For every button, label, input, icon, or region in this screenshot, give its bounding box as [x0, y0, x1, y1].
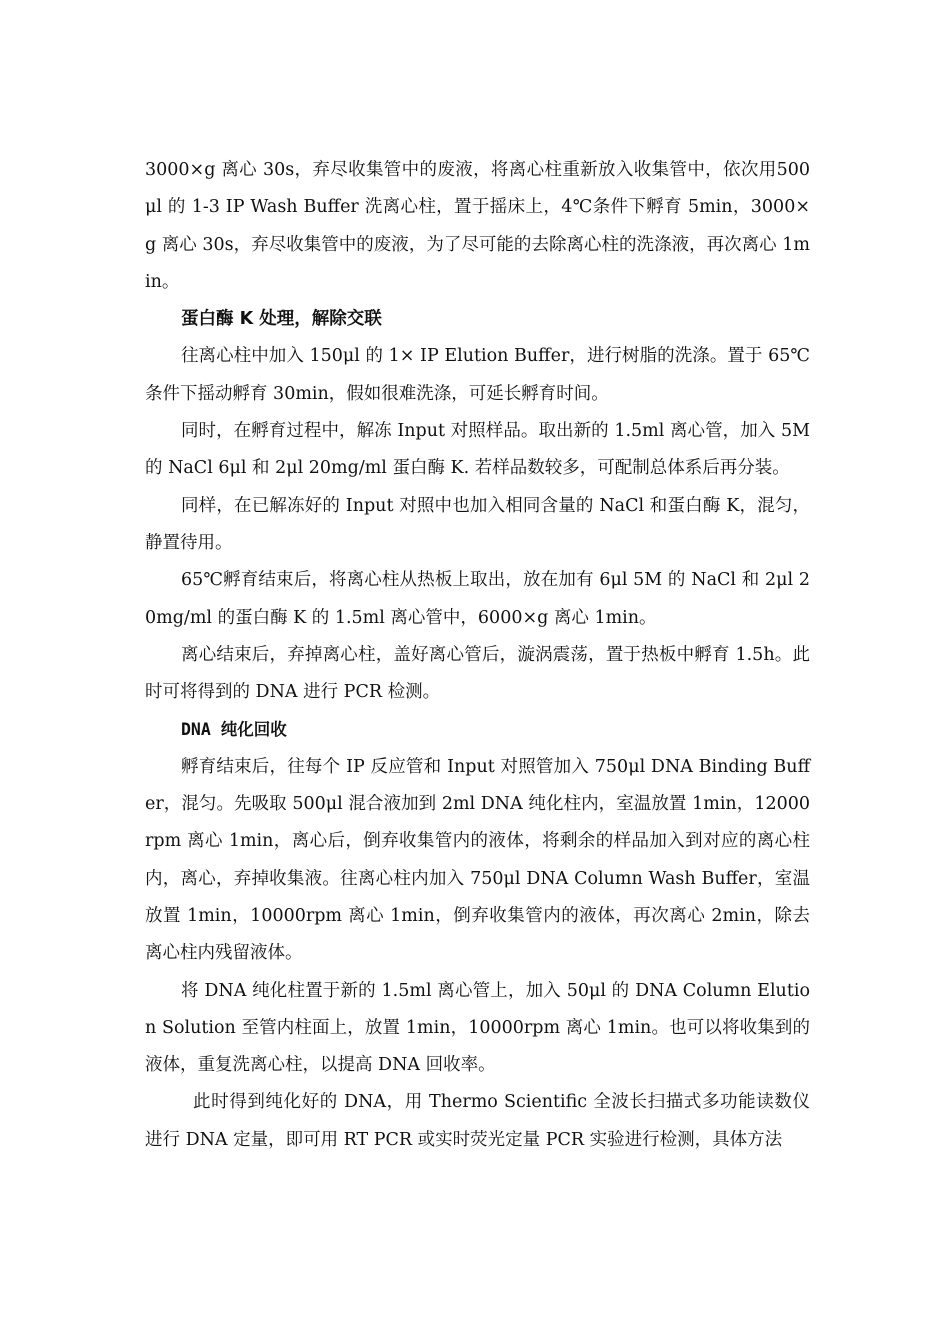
paragraph-wash-step: 3000×g 离心 30s，弃尽收集管中的废液，将离心柱重新放入收集管中，依次用500μl 的 1-3 IP Wash Buffer 洗离心柱，置于摇床上，4℃条件下孵育 5min，3000×g 离心 30s，弃尽收集管中的废液，为了尽可能的去除离心柱的洗涤液，再次离心 1min。 — [145, 160, 810, 292]
section-heading-proteinase-k: 蛋白酶 K 处理，解除交联 — [181, 309, 382, 330]
paragraph-vortex: 离心结束后，弃掉离心柱，盖好离心管后，漩涡震荡，置于热板中孵育 1.5h。此时可将得到的 DNA 进行 PCR 检测。 — [145, 644, 810, 703]
paragraph-column-elution: 将 DNA 纯化柱置于新的 1.5ml 离心管上，加入 50μl 的 DNA Column Elution Solution 至管内柱面上，放置 1min，10000rpm 离心 1min。也可以将收集到的液体，重复洗离心柱，以提高 DNA 回收率。 — [145, 980, 810, 1076]
paragraph-elution: 往离心柱中加入 150μl 的 1× IP Elution Buffer，进行树脂的洗涤。置于 65℃条件下摇动孵育 30min，假如很难洗涤，可延长孵育时间。 — [145, 346, 810, 404]
paragraph-quantification: 此时得到纯化好的 DNA，用 Thermo Scientific 全波长扫描式多功能读数仪进行 DNA 定量，即可用 RT PCR 或实时荧光定量 PCR 实验进行检测，具体方法 — [145, 1092, 810, 1150]
paragraph-thaw-input: 同时，在孵育过程中，解冻 Input 对照样品。取出新的 1.5ml 离心管，加入 5M 的 NaCl 6μl 和 2μl 20mg/ml 蛋白酶 K. 若样品数较多，可配制总体系后再分装。 — [145, 421, 810, 479]
section-heading-dna-purification: DNA 纯化回收 — [181, 720, 287, 740]
paragraph-input-control: 同样，在已解冻好的 Input 对照中也加入相同含量的 NaCl 和蛋白酶 K，混匀，静置待用。 — [145, 495, 810, 553]
paragraph-incubation-end: 65℃孵育结束后，将离心柱从热板上取出，放在加有 6μl 5M 的 NaCl 和 2μl 20mg/ml 的蛋白酶 K 的 1.5ml 离心管中，6000×g 离心 1min。 — [145, 570, 810, 628]
document-body — [145, 152, 810, 1159]
paragraph-binding-buffer: 孵育结束后，往每个 IP 反应管和 Input 对照管加入 750μl DNA Binding Buffer，混匀。先吸取 500μl 混合液加到 2ml DNA 纯化柱内，室温放置 1min，12000rpm 离心 1min，离心后，倒弃收集管内的液体，将剩余的样品加入到对应的离心柱内，离心，弃掉收集液。往离心柱内加入 750μl DNA Column Wash Buffer，室温放置 1min，10000rpm 离心 1min，倒弃收集管内的液体，再次离心 2min，除去离心柱内残留液体。 — [145, 756, 810, 964]
